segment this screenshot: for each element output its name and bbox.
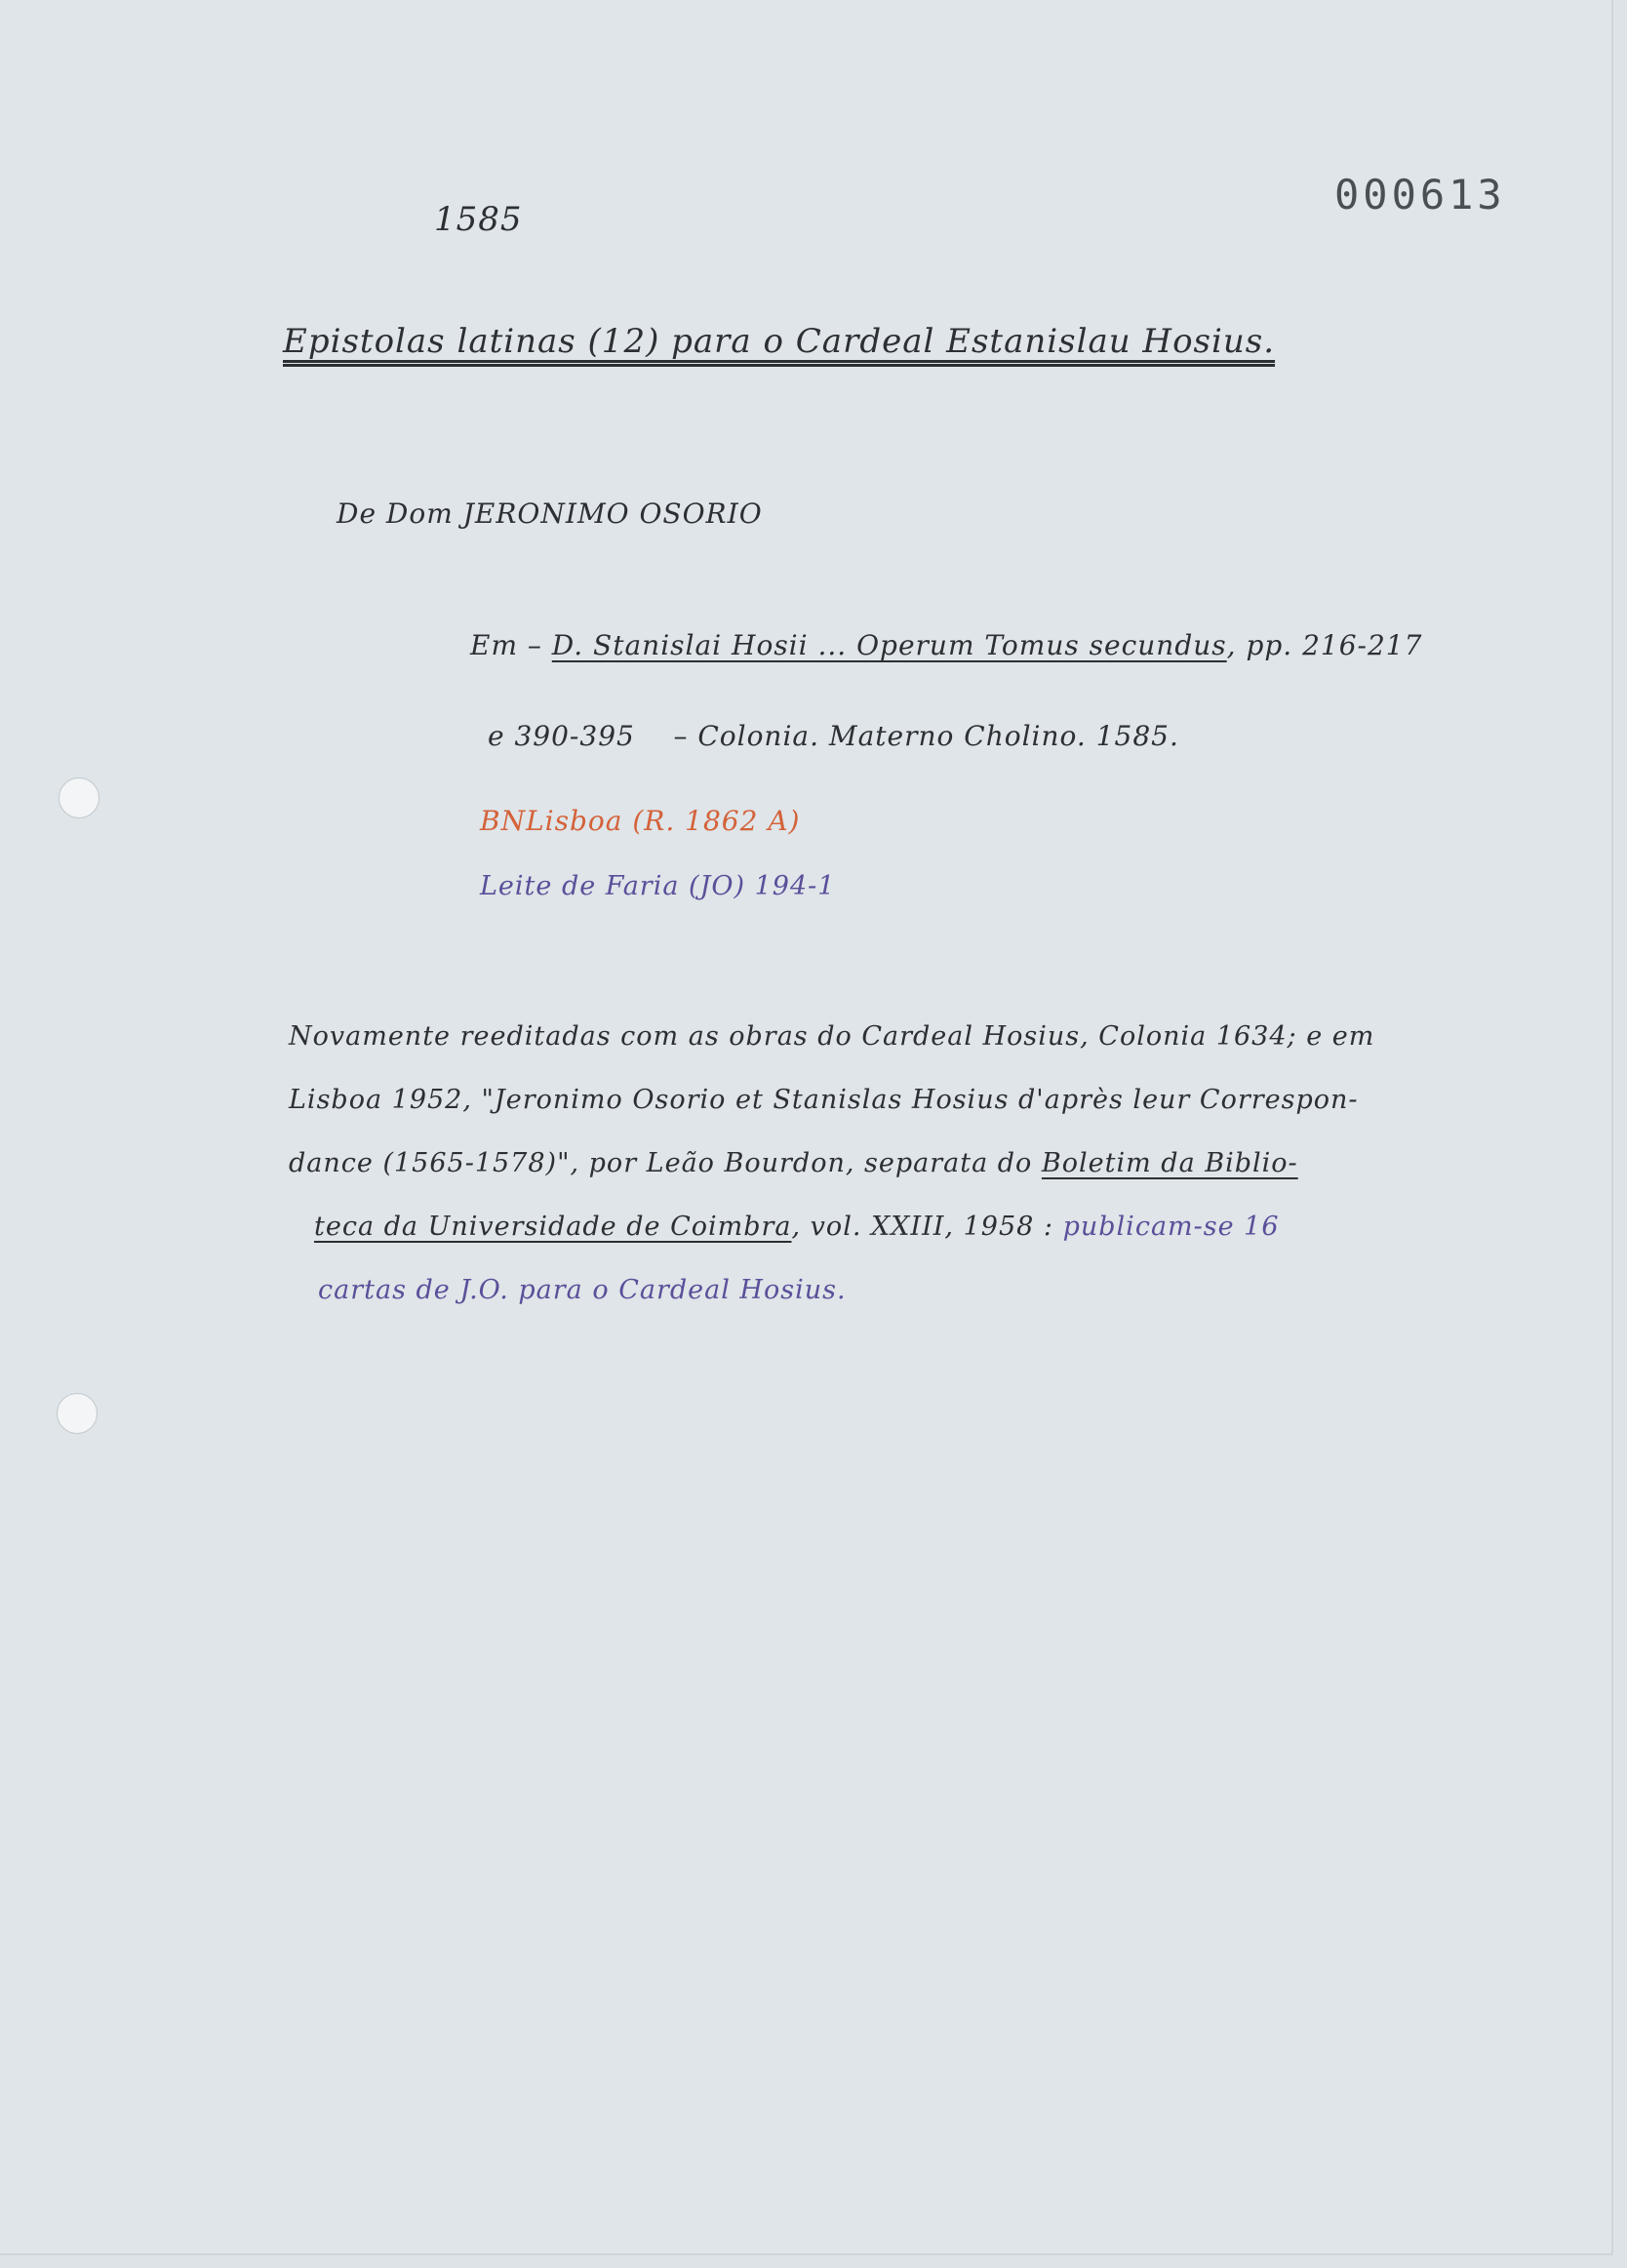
punch-hole-top	[59, 777, 99, 818]
author-line: De Dom JERONIMO OSORIO	[337, 497, 763, 530]
citation-imprint: – Colonia. Materno Cholino. 1585.	[673, 720, 1179, 752]
note-line-4-text: , vol. XXIII, 1958 :	[791, 1212, 1053, 1242]
note-line-1: Novamente reeditadas com as obras do Cardeal Hosius, Colonia 1634; e em	[289, 1021, 1375, 1052]
journal-title-part-2: teca da Universidade de Coimbra	[314, 1212, 792, 1242]
citation-prefix: Em –	[470, 629, 542, 661]
note-addition: publicam-se 16	[1062, 1212, 1280, 1242]
note-line-4	[289, 1195, 1374, 1258]
citation-line-1	[470, 629, 1422, 661]
note-line-2: Lisboa 1952, "Jeronimo Osorio et Stanislas Hosius d'après leur Correspon-	[289, 1085, 1359, 1115]
punch-hole-bottom	[57, 1393, 98, 1434]
catalogue-note: Leite de Faria (JO) 194-1	[480, 871, 836, 901]
citation-pages-2: e 390-395	[488, 720, 635, 752]
note-line-3-text: dance (1565-1578)", por Leão Bourdon, separata do	[289, 1148, 1033, 1178]
note-line-3	[289, 1132, 1374, 1195]
journal-title-part-1: Boletim da Biblio-	[1041, 1148, 1298, 1178]
citation-pages-1: , pp. 216-217	[1226, 629, 1423, 661]
reference-number: 000613	[1334, 171, 1506, 219]
publication-note	[289, 1005, 1374, 1322]
library-shelfmark: BNLisboa (R. 1862 A)	[480, 805, 801, 837]
year: 1585	[434, 200, 523, 239]
note-line-5: cartas de J.O. para o Cardeal Hosius.	[318, 1275, 847, 1305]
citation-work-title: D. Stanislai Hosii ... Operum Tomus secundus	[551, 629, 1227, 661]
citation-line-2	[488, 720, 1179, 752]
document-title: Epistolas latinas (12) para o Cardeal Estanislau Hosius.	[283, 322, 1276, 361]
